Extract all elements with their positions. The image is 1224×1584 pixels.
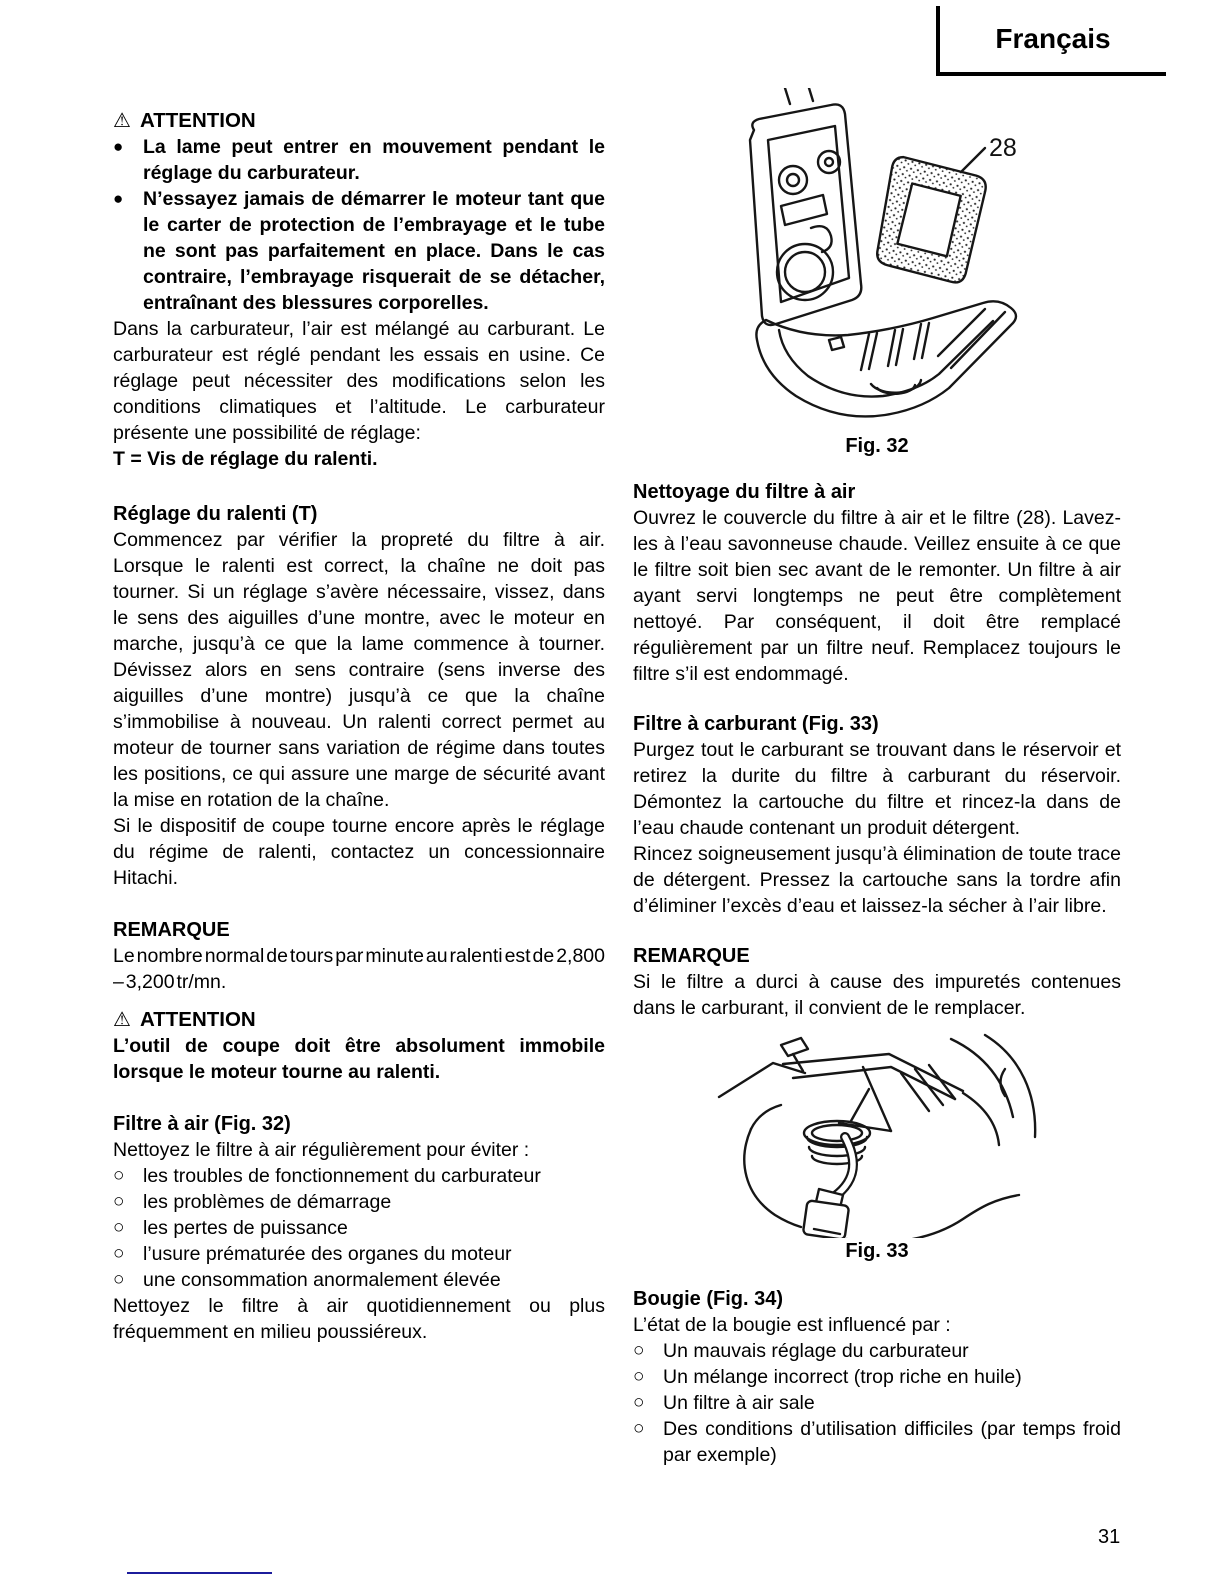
figure-32 xyxy=(633,88,1121,433)
figure-33-drawing xyxy=(633,1033,1121,1238)
circle-bullet-icon: ○ xyxy=(633,1340,645,1361)
list-item xyxy=(633,1416,1121,1468)
list-item xyxy=(113,134,605,186)
fuel-filter-cartridge xyxy=(803,1137,853,1238)
fuel-tank-drawing xyxy=(719,1035,1035,1238)
list-item xyxy=(113,1163,605,1189)
bullet-icon: ● xyxy=(113,137,124,156)
attention-list xyxy=(113,134,605,316)
footer-line xyxy=(127,1572,272,1574)
part-callout xyxy=(961,134,1017,172)
circle-bullet-icon: ○ xyxy=(113,1269,125,1290)
list-item-text: les troubles de fonctionnement du carburateur xyxy=(143,1165,541,1187)
section-heading-fuel-filter: Filtre à carburant (Fig. 33) xyxy=(633,713,879,735)
list-item xyxy=(113,1215,605,1241)
list-item xyxy=(113,1241,605,1267)
attention-item-text: N’essayez jamais de démarrer le moteur tant que le carter de protection de l’embrayage et le tube ne sont pas parfaitement en place. Dans le cas contraire, l’embrayage risquerait de se détacher, entraînant des blessures corporelles. xyxy=(143,188,605,314)
idle-paragraph-1: Commencez par vérifier la propreté du filtre à air. Lorsque le ralenti est correct, la chaîne ne doit pas tourner. Si un réglage s’avère nécessaire, vissez, dans le sens des aiguilles d’une montre, avec le moteur en marche, jusqu’à ce que la lame commence à tourner. Dévissez alors en sens contraire (sens inverse des aiguilles d’une montre) jusqu’à ce que la chaîne s’immobilise à nouveau. Un ralenti correct permet au moteur de tourner sans variation de régime dans toutes les positions, ce qui assure une marge de sécurité avant la mise en rotation de la chaîne. xyxy=(113,529,605,811)
list-item xyxy=(633,1390,1121,1416)
remark-heading: REMARQUE xyxy=(113,919,230,941)
attention-heading xyxy=(113,1007,605,1033)
remark-body: Si le filtre a durci à cause des impuretés contenues dans le carburant, il convient de le remplacer. xyxy=(633,971,1121,1019)
bullet-icon: ● xyxy=(113,189,124,208)
figure-33-caption: Fig. 33 xyxy=(845,1240,909,1262)
list-item-text: Un mélange incorrect (trop riche en huile) xyxy=(663,1366,1022,1388)
warning-icon: ⚠ xyxy=(113,1009,131,1031)
attention-body: L’outil de coupe doit être absolument immobile lorsque le moteur tourne au ralenti. xyxy=(113,1035,605,1083)
part-label-28: 28 xyxy=(989,134,1017,162)
fuel-filter-paragraph-2: Rincez soigneusement jusqu’à élimination de toute trace de détergent. Pressez la cartouche sans la tordre afin d’éliminer l’excès d’eau et laissez-la sécher à l’air libre. xyxy=(633,843,1121,917)
circle-bullet-icon: ○ xyxy=(113,1243,125,1264)
circle-bullet-icon: ○ xyxy=(633,1366,645,1387)
list-item xyxy=(113,186,605,316)
t-screw-line: T = Vis de réglage du ralenti. xyxy=(113,448,378,470)
circle-bullet-icon: ○ xyxy=(113,1165,125,1186)
fuel-filter-paragraph-1: Purgez tout le carburant se trouvant dans le réservoir et retirez la durite du filtre à carburant du réservoir. Démontez la cartouche du filtre et rincez-la dans de l’eau chaude contenant un produit détergent. xyxy=(633,739,1121,839)
attention-label: ATTENTION xyxy=(139,109,256,132)
carburetor-intro-paragraph: Dans la carburateur, l’air est mélangé au carburant. Le carburateur est réglé pendant les essais en usine. Ce réglage peut nécessiter des modifications selon les conditions climatiques et l’altitude. Le carburateur présente une possibilité de réglage: xyxy=(113,318,605,444)
list-item xyxy=(633,1364,1121,1390)
air-filter-intro: Nettoyez le filtre à air régulièrement pour éviter : xyxy=(113,1139,530,1161)
list-item-text: les pertes de puissance xyxy=(143,1217,348,1239)
list-item xyxy=(113,1189,605,1215)
list-item-text: Un filtre à air sale xyxy=(663,1392,815,1414)
idle-paragraph-2: Si le dispositif de coupe tourne encore après le réglage du régime de ralenti, contactez un concessionnaire Hitachi. xyxy=(113,815,605,889)
air-filter-outro: Nettoyez le filtre à air quotidiennement ou plus fréquemment en milieu poussiéreux. xyxy=(113,1295,605,1343)
air-filter-list xyxy=(113,1163,605,1293)
section-heading-idle: Réglage du ralenti (T) xyxy=(113,503,318,525)
language-label: Français xyxy=(995,23,1111,54)
list-item-text: les problèmes de démarrage xyxy=(143,1191,392,1213)
cleaning-paragraph: Ouvrez le couvercle du filtre à air et le filtre (28). Lavez-les à l’eau savonneuse chaude. Veillez ensuite à ce que le filtre soit bien sec avant de le remonter. Un filtre à air ayant servi longtemps ne peut être complètement nettoyé. Par conséquent, il doit être remplacé régulièrement par un filtre neuf. Remplacez toujours le filtre s’il est endommagé. xyxy=(633,507,1121,685)
list-item xyxy=(633,1338,1121,1364)
right-column xyxy=(633,0,1121,1468)
attention-heading xyxy=(113,108,605,134)
attention-label: ATTENTION xyxy=(139,1008,256,1031)
list-item-text: une consommation anormalement élevée xyxy=(143,1269,501,1291)
list-item xyxy=(113,1267,605,1293)
section-heading-air-filter: Filtre à air (Fig. 32) xyxy=(113,1113,291,1135)
left-column xyxy=(113,0,605,1345)
page-number: 31 xyxy=(1098,1526,1121,1548)
circle-bullet-icon: ○ xyxy=(113,1217,125,1238)
figure-32-caption: Fig. 32 xyxy=(845,435,909,457)
figure-32-drawing xyxy=(633,88,1121,433)
warning-icon: ⚠ xyxy=(113,110,131,132)
spark-plug-intro: L’état de la bougie est influencé par : xyxy=(633,1314,951,1336)
section-heading-cleaning: Nettoyage du filtre à air xyxy=(633,481,856,503)
remark-body: Le nombre normal de tours par minute au ralenti est de 2,800 – 3,200 tr/mn. xyxy=(113,945,605,993)
air-filter-element xyxy=(871,155,988,285)
spark-plug-list xyxy=(633,1338,1121,1468)
figure-33 xyxy=(633,1033,1121,1238)
circle-bullet-icon: ○ xyxy=(633,1418,645,1439)
section-heading-spark-plug: Bougie (Fig. 34) xyxy=(633,1288,783,1310)
list-item-text: Des conditions d’utilisation difficiles (par temps froid par exemple) xyxy=(663,1418,1121,1466)
attention-item-text: La lame peut entrer en mouvement pendant le réglage du carburateur. xyxy=(143,136,605,184)
remark-heading: REMARQUE xyxy=(633,945,750,967)
circle-bullet-icon: ○ xyxy=(113,1191,125,1212)
circle-bullet-icon: ○ xyxy=(633,1392,645,1413)
list-item-text: Un mauvais réglage du carburateur xyxy=(663,1340,969,1362)
list-item-text: l’usure prématurée des organes du moteur xyxy=(143,1243,512,1265)
